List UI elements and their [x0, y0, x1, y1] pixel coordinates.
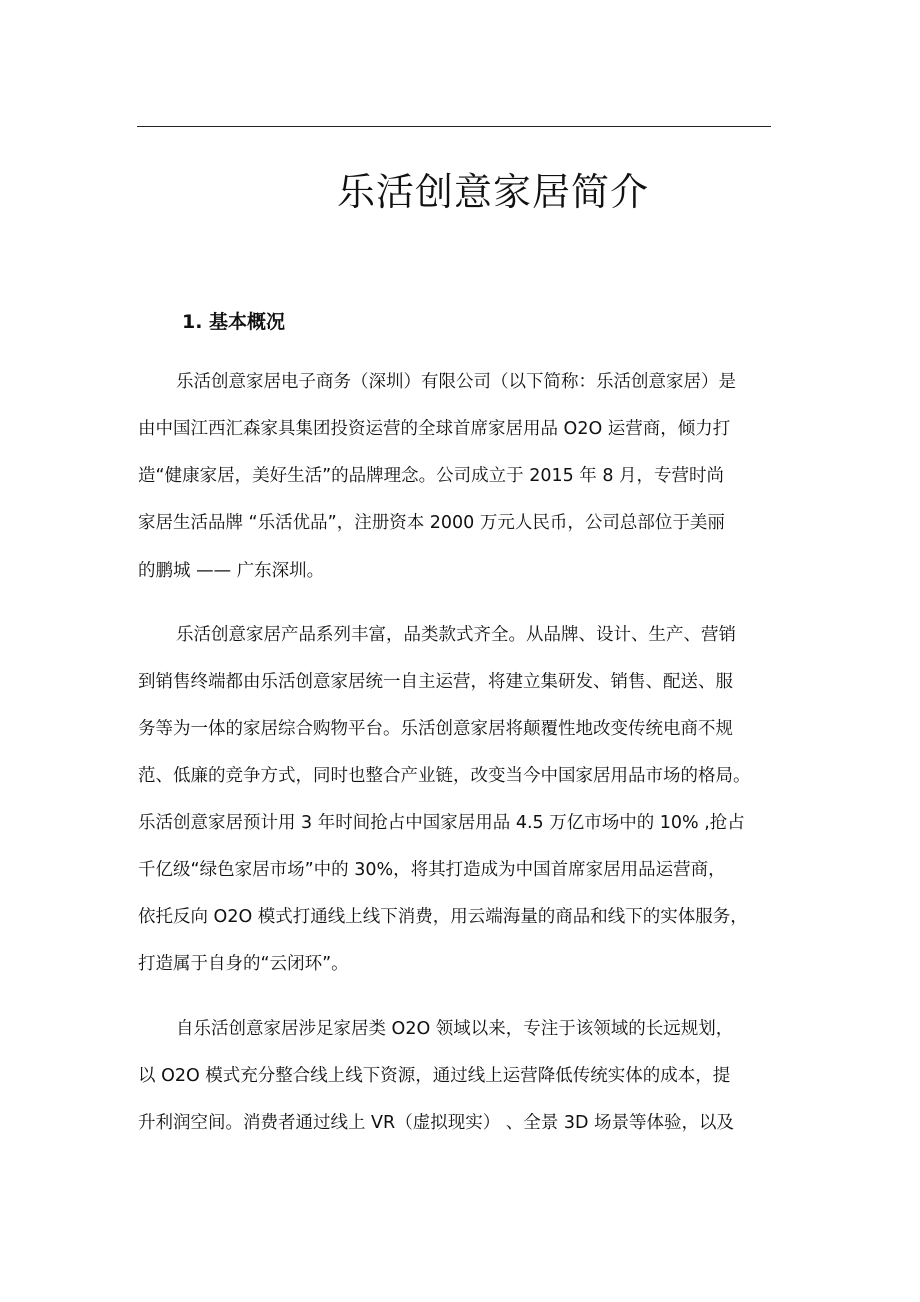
text-line: 家居生活品牌 “乐活优品”，注册资本 2000 万元人民币，公司总部位于美丽	[138, 513, 725, 533]
section-heading: 1. 基本概况	[182, 311, 286, 333]
document-title: 乐活创意家居简介	[336, 170, 649, 214]
text-line: 的鹏城 —— 广东深圳。	[138, 561, 325, 581]
text-line: 由中国江西汇森家具集团投资运营的全球首席家居用品 O2O 运营商，倾力打	[138, 419, 731, 439]
text-line: 依托反向 O2O 模式打通线上线下消费，用云端海量的商品和线下的实体服务，	[138, 907, 748, 927]
text-line: 打造属于自身的“云闭环”。	[138, 954, 349, 974]
text-line: 升利润空间。消费者通过线上 VR（虚拟现实） 、全景 3D 场景等体验，以及	[138, 1113, 734, 1133]
text-line: 造“健康家居，美好生活”的品牌理念。公司成立于 2015 年 8 月，专营时尚	[138, 466, 725, 486]
text-line: 千亿级“绿色家居市场”中的 30%，将其打造成为中国首席家居用品运营商，	[138, 860, 726, 880]
text-line: 范、低廉的竞争方式，同时也整合产业链，改变当今中国家居用品市场的格局。	[138, 766, 751, 786]
text-line: 务等为一体的家居综合购物平台。乐活创意家居将颠覆性地改变传统电商不规	[138, 719, 733, 739]
header-rule	[137, 126, 771, 127]
text-line: 自乐活创意家居涉足家居类 O2O 领域以来，专注于该领域的长远规划，	[176, 1019, 734, 1039]
text-line: 到销售终端都由乐活创意家居统一自主运营，将建立集研发、销售、配送、服	[138, 672, 733, 692]
text-line: 乐活创意家居产品系列丰富，品类款式齐全。从品牌、设计、生产、营销	[176, 625, 736, 645]
text-line: 以 O2O 模式充分整合线上线下资源，通过线上运营降低传统实体的成本，提	[138, 1066, 731, 1086]
text-line: 乐活创意家居电子商务（深圳）有限公司（以下简称：乐活创意家居）是	[176, 372, 736, 392]
text-line: 乐活创意家居预计用 3 年时间抢占中国家居用品 4.5 万亿市场中的 10% ,抢占	[138, 813, 745, 833]
